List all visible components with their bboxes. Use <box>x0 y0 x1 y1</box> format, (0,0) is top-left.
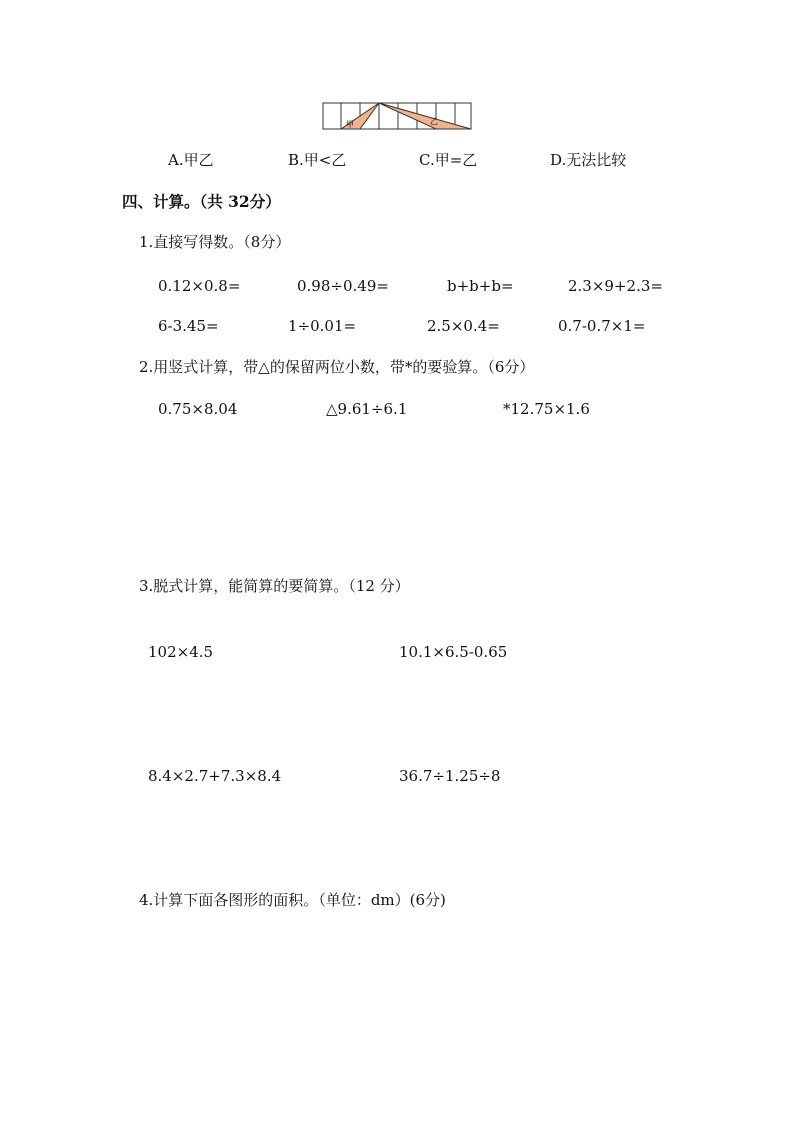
q1-item: b+b+b= <box>447 277 514 295</box>
q2-item: *12.75×1.6 <box>503 400 590 418</box>
q1-title: 1.直接写得数。（8分） <box>139 233 291 251</box>
q1-item: 6-3.45= <box>158 317 219 335</box>
q3-item: 102×4.5 <box>148 643 214 661</box>
q2-title: 2.用竖式计算，带△的保留两位小数，带*的要验算。（6分） <box>139 358 535 376</box>
q1-item: 1÷0.01= <box>288 317 357 335</box>
q1-item: 0.98÷0.49= <box>297 277 389 295</box>
q4-title: 4.计算下面各图形的面积。（单位：dm）(6分) <box>139 891 446 909</box>
q1-item: 0.7-0.7×1= <box>558 317 646 335</box>
label-yi: 乙 <box>430 117 438 126</box>
q1-item: 2.5×0.4= <box>427 317 500 335</box>
q2-item: △9.61÷6.1 <box>326 400 408 418</box>
shaded-triangles-figure <box>322 100 474 132</box>
label-jia: 甲 <box>346 120 354 129</box>
option-b: B.甲<乙 <box>288 151 347 169</box>
option-d: D.无法比较 <box>550 151 627 169</box>
q1-item: 0.12×0.8= <box>158 277 241 295</box>
q3-title: 3.脱式计算，能简算的要简算。（12 分） <box>139 577 410 595</box>
q3-item: 10.1×6.5-0.65 <box>399 643 508 661</box>
q1-item: 2.3×9+2.3= <box>568 277 663 295</box>
triangle-yi <box>379 103 471 129</box>
option-c: C.甲=乙 <box>419 151 478 169</box>
q3-item: 8.4×2.7+7.3×8.4 <box>148 767 282 785</box>
q2-item: 0.75×8.04 <box>158 400 238 418</box>
q3-item: 36.7÷1.25÷8 <box>399 767 501 785</box>
option-a: A.甲乙 <box>168 151 214 169</box>
section-title: 四、计算。（共 32分） <box>122 192 281 211</box>
